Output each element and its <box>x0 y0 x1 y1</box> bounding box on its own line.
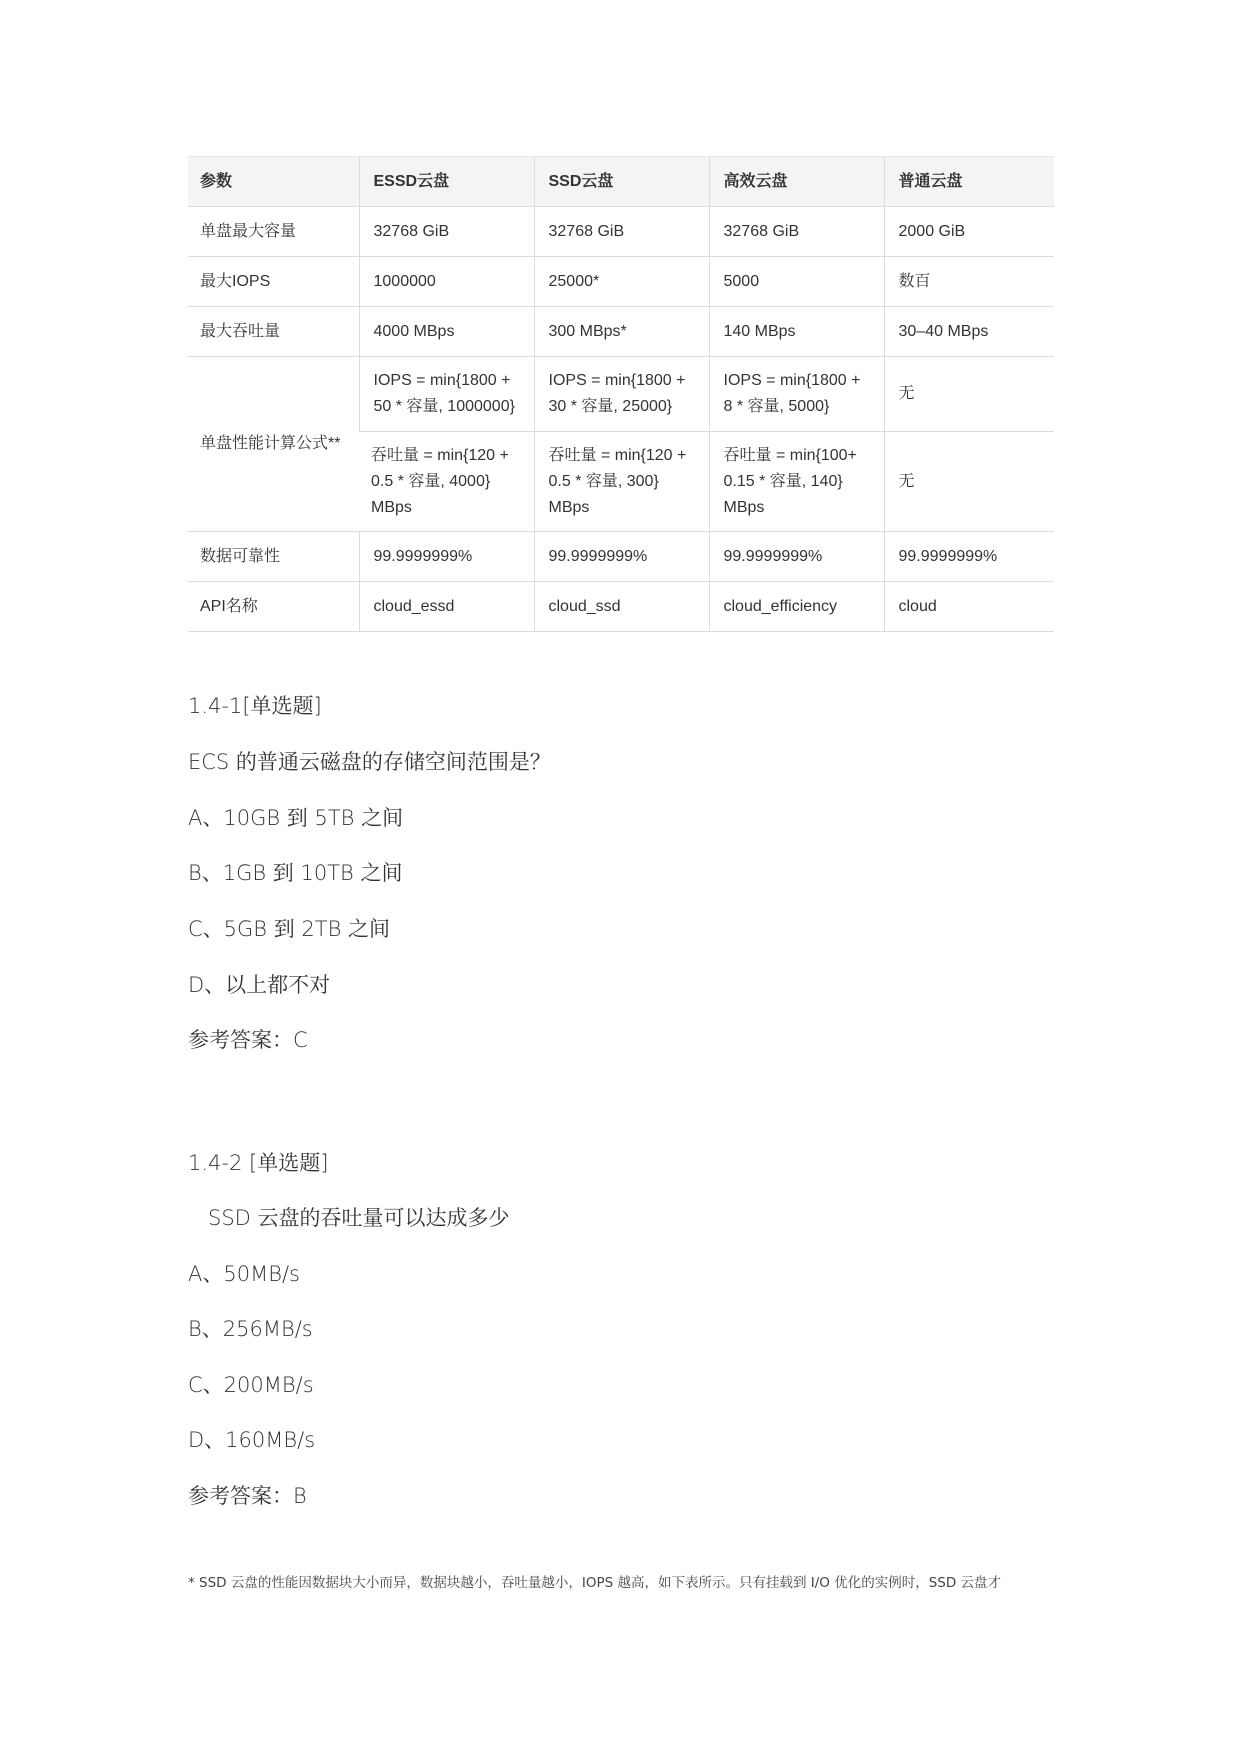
table-cell: 300 MBps* <box>534 307 709 357</box>
table-cell: 99.9999999% <box>534 532 709 582</box>
table-cell: 5000 <box>709 257 884 307</box>
table-cell: 单盘最大容量 <box>188 207 359 257</box>
header-cell-essd: ESSD云盘 <box>359 157 534 207</box>
table-cell: 最大吞吐量 <box>188 307 359 357</box>
table-cell: 4000 MBps <box>359 307 534 357</box>
table-row <box>188 532 1054 582</box>
table-cell: 吞吐量 = min{120 + 0.5 * 容量, 300} MBps <box>534 432 709 532</box>
question-2-option-b: B、256MB/s <box>188 1317 313 1341</box>
table-cell: 吞吐量 = min{120 + 0.5 * 容量, 4000} MBps <box>359 432 534 532</box>
table-row <box>188 257 1054 307</box>
table-cell: cloud_efficiency <box>709 582 884 632</box>
question-1-answer: 参考答案：C <box>188 1028 308 1052</box>
header-cell-basic: 普通云盘 <box>884 157 1054 207</box>
table-cell: 30–40 MBps <box>884 307 1054 357</box>
question-2-option-c: C、200MB/s <box>188 1373 314 1397</box>
table-cell: 99.9999999% <box>709 532 884 582</box>
table-cell: 1000000 <box>359 257 534 307</box>
question-1-option-b: B、1GB 到 10TB 之间 <box>188 861 403 885</box>
table-cell: 无 <box>884 432 1054 532</box>
table-cell: 数据可靠性 <box>188 532 359 582</box>
table-cell: 99.9999999% <box>359 532 534 582</box>
table-cell: 32768 GiB <box>359 207 534 257</box>
question-2-stem: SSD 云盘的吞吐量可以达成多少 <box>208 1206 510 1230</box>
table-cell: IOPS = min{1800 + 50 * 容量, 1000000} <box>359 357 534 432</box>
question-1-stem: ECS 的普通云磁盘的存储空间范围是？ <box>188 750 551 774</box>
question-2-option-d: D、160MB/s <box>188 1428 316 1452</box>
question-1-id: 1.4-1[单选题] <box>188 694 322 718</box>
table-cell: cloud_ssd <box>534 582 709 632</box>
table-cell: IOPS = min{1800 + 30 * 容量, 25000} <box>534 357 709 432</box>
header-cell-efficiency: 高效云盘 <box>709 157 884 207</box>
table-cell: 25000* <box>534 257 709 307</box>
header-cell-param: 参数 <box>188 157 359 207</box>
question-2-option-a: A、50MB/s <box>188 1262 300 1286</box>
question-1-option-d: D、以上都不对 <box>188 973 331 997</box>
footnote: * SSD 云盘的性能因数据块大小而异，数据块越小，吞吐量越小，IOPS 越高，如下表所示。只有挂载到 I/O 优化的实例时，SSD 云盘才 <box>188 1575 1002 1591</box>
table-cell: 无 <box>884 357 1054 432</box>
question-1-option-c: C、5GB 到 2TB 之间 <box>188 917 391 941</box>
question-2-answer: 参考答案：B <box>188 1484 307 1508</box>
formula-label-cell: 单盘性能计算公式** <box>188 357 359 532</box>
question-1-option-a: A、10GB 到 5TB 之间 <box>188 806 404 830</box>
table-cell: 140 MBps <box>709 307 884 357</box>
table-cell: 32768 GiB <box>534 207 709 257</box>
table-cell: 最大IOPS <box>188 257 359 307</box>
table-cell: 2000 GiB <box>884 207 1054 257</box>
disk-spec-table <box>188 156 1054 632</box>
table-row <box>188 207 1054 257</box>
question-2-id: 1.4-2 [单选题] <box>188 1151 329 1175</box>
table-row <box>188 582 1054 632</box>
table-header-row <box>188 157 1054 207</box>
table-row <box>188 307 1054 357</box>
table-cell: IOPS = min{1800 + 8 * 容量, 5000} <box>709 357 884 432</box>
table-cell: 99.9999999% <box>884 532 1054 582</box>
table-row <box>188 357 1054 432</box>
table-cell: API名称 <box>188 582 359 632</box>
table-cell: cloud <box>884 582 1054 632</box>
table-cell: 数百 <box>884 257 1054 307</box>
header-cell-ssd: SSD云盘 <box>534 157 709 207</box>
table-cell: 32768 GiB <box>709 207 884 257</box>
table-cell: cloud_essd <box>359 582 534 632</box>
table-cell: 吞吐量 = min{100+ 0.15 * 容量, 140} MBps <box>709 432 884 532</box>
